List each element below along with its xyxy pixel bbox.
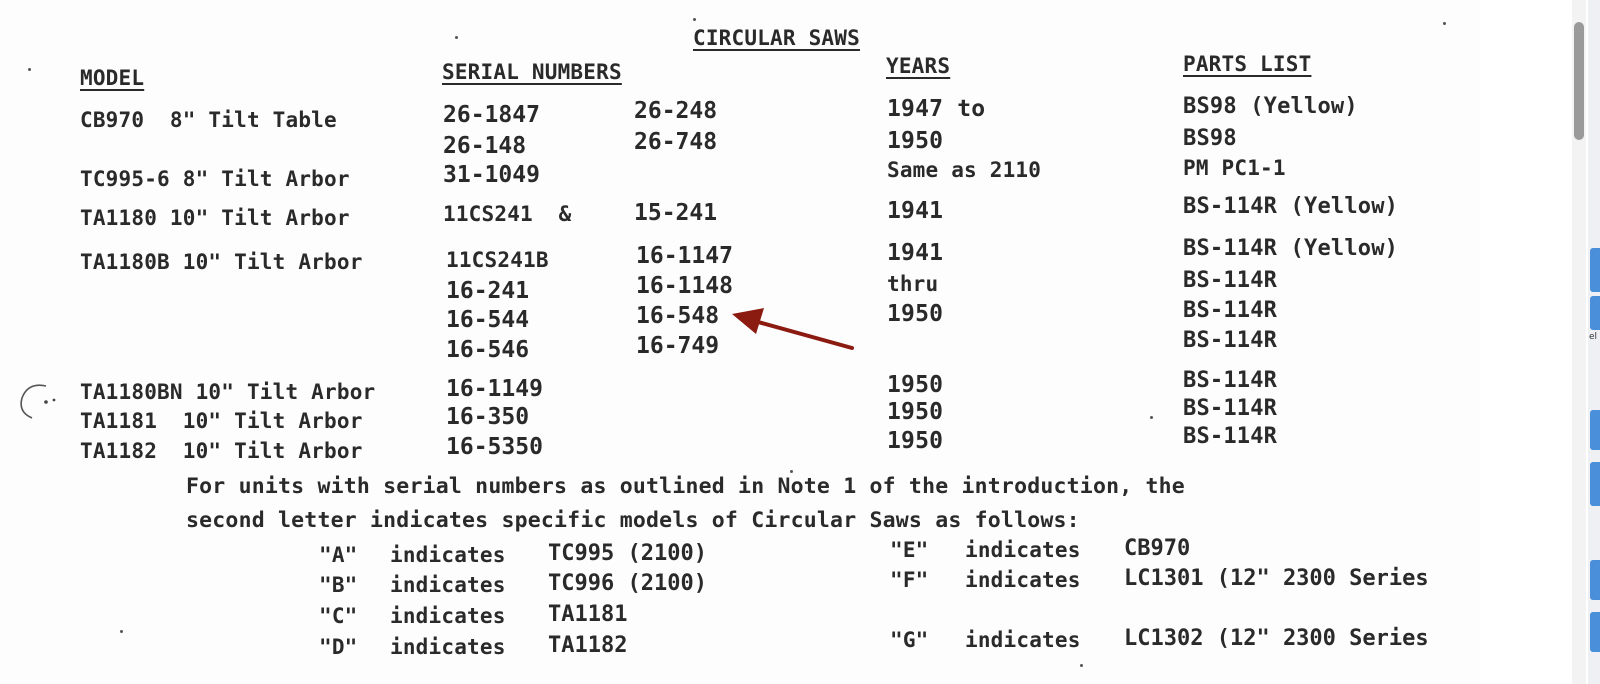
code-indicates: indicates [965,568,1081,592]
row-serial-a: 16-350 [446,404,530,430]
side-panel-tab[interactable] [1590,410,1600,450]
row-parts: PM PC1-1 [1183,156,1286,180]
side-panel-label: el [1589,332,1598,342]
row-model: CB970 8" Tilt Table [80,108,337,132]
row-parts: BS-114R (Yellow) [1183,194,1399,219]
code-letter: "C" [319,604,358,628]
side-panel-tab[interactable] [1590,462,1600,506]
code-indicates: indicates [965,538,1081,562]
row-model: TA1181 10" Tilt Arbor [80,409,363,433]
code-indicates: indicates [965,628,1081,652]
code-model: TC995 (2100) [548,541,707,566]
row-serial-a: 11CS241B [446,248,549,272]
row-serial-a: 26-1847 [443,102,540,128]
row-year: 1950 [887,372,944,398]
row-parts: BS-114R [1183,268,1278,293]
row-serial-a: 16-241 [446,278,530,304]
row-parts: BS-114R [1183,298,1278,323]
row-serial-b: 16-548 [636,303,720,329]
side-panel-tab[interactable] [1590,248,1600,292]
page-title: CIRCULAR SAWS [693,26,860,50]
row-serial-a: 16-544 [446,307,530,333]
row-year: 1950 [887,128,944,154]
code-model: TA1182 [548,633,628,658]
code-letter: "D" [319,635,358,659]
row-parts: BS-114R [1183,368,1278,393]
row-year: thru [887,272,939,296]
row-year: 1950 [887,399,944,425]
row-parts: BS-114R [1183,424,1278,449]
note-line-2: second letter indicates specific models of Circular Saws as follows: [186,508,1080,533]
code-model: LC1302 (12" 2300 Series [1124,626,1429,651]
code-indicates: indicates [390,635,506,659]
side-panel-tab[interactable] [1590,560,1600,600]
row-serial-b: 26-748 [634,129,718,155]
code-indicates: indicates [390,543,506,567]
code-model: LC1301 (12" 2300 Series [1124,566,1429,591]
row-model: TA1180B 10" Tilt Arbor [80,250,363,274]
code-letter: "E" [890,538,929,562]
row-serial-b: 15-241 [634,200,718,226]
row-model: TA1180BN 10" Tilt Arbor [80,380,376,404]
row-parts: BS98 [1183,126,1237,151]
scrollbar-thumb[interactable] [1574,22,1584,140]
side-panel-tab[interactable] [1590,612,1600,652]
row-serial-b: 16-1148 [636,273,733,299]
row-serial-a: 16-1149 [446,376,543,402]
code-indicates: indicates [390,604,506,628]
row-serial-a: 11CS241 & [443,202,572,226]
row-serial-a: 31-1049 [443,162,540,188]
side-panel-tab[interactable] [1590,296,1600,330]
row-year: 1950 [887,301,944,327]
code-model: CB970 [1124,536,1191,561]
row-serial-b: 26-248 [634,98,718,124]
code-letter: "B" [319,573,358,597]
row-serial-a: 16-5350 [446,434,543,460]
code-letter: "F" [890,568,929,592]
row-parts: BS-114R [1183,328,1278,353]
row-parts: BS-114R [1183,396,1278,421]
row-serial-a: 26-148 [443,133,527,159]
row-year: 1947 to [887,96,986,122]
header-serial-numbers: SERIAL NUMBERS [442,60,622,84]
code-letter: "A" [319,543,358,567]
header-parts-list: PARTS LIST [1183,52,1312,76]
code-indicates: indicates [390,573,506,597]
row-year: 1941 [887,198,944,224]
row-parts: BS98 (Yellow) [1183,94,1358,119]
row-serial-b: 16-749 [636,333,720,359]
row-model: TA1182 10" Tilt Arbor [80,439,363,463]
row-year: 1950 [887,428,944,454]
row-parts: BS-114R (Yellow) [1183,236,1399,261]
row-model: TA1180 10" Tilt Arbor [80,206,350,230]
note-line-1: For units with serial numbers as outlined in Note 1 of the introduction, the [186,474,1185,499]
row-year: 1941 [887,240,944,266]
row-serial-a: 16-546 [446,337,530,363]
header-model: MODEL [80,66,145,90]
code-letter: "G" [890,628,929,652]
row-year: Same as 2110 [887,158,1042,182]
code-model: TA1181 [548,602,628,627]
code-model: TC996 (2100) [548,571,707,596]
row-serial-b: 16-1147 [636,243,733,269]
header-years: YEARS [886,54,951,78]
row-model: TC995-6 8" Tilt Arbor [80,167,350,191]
